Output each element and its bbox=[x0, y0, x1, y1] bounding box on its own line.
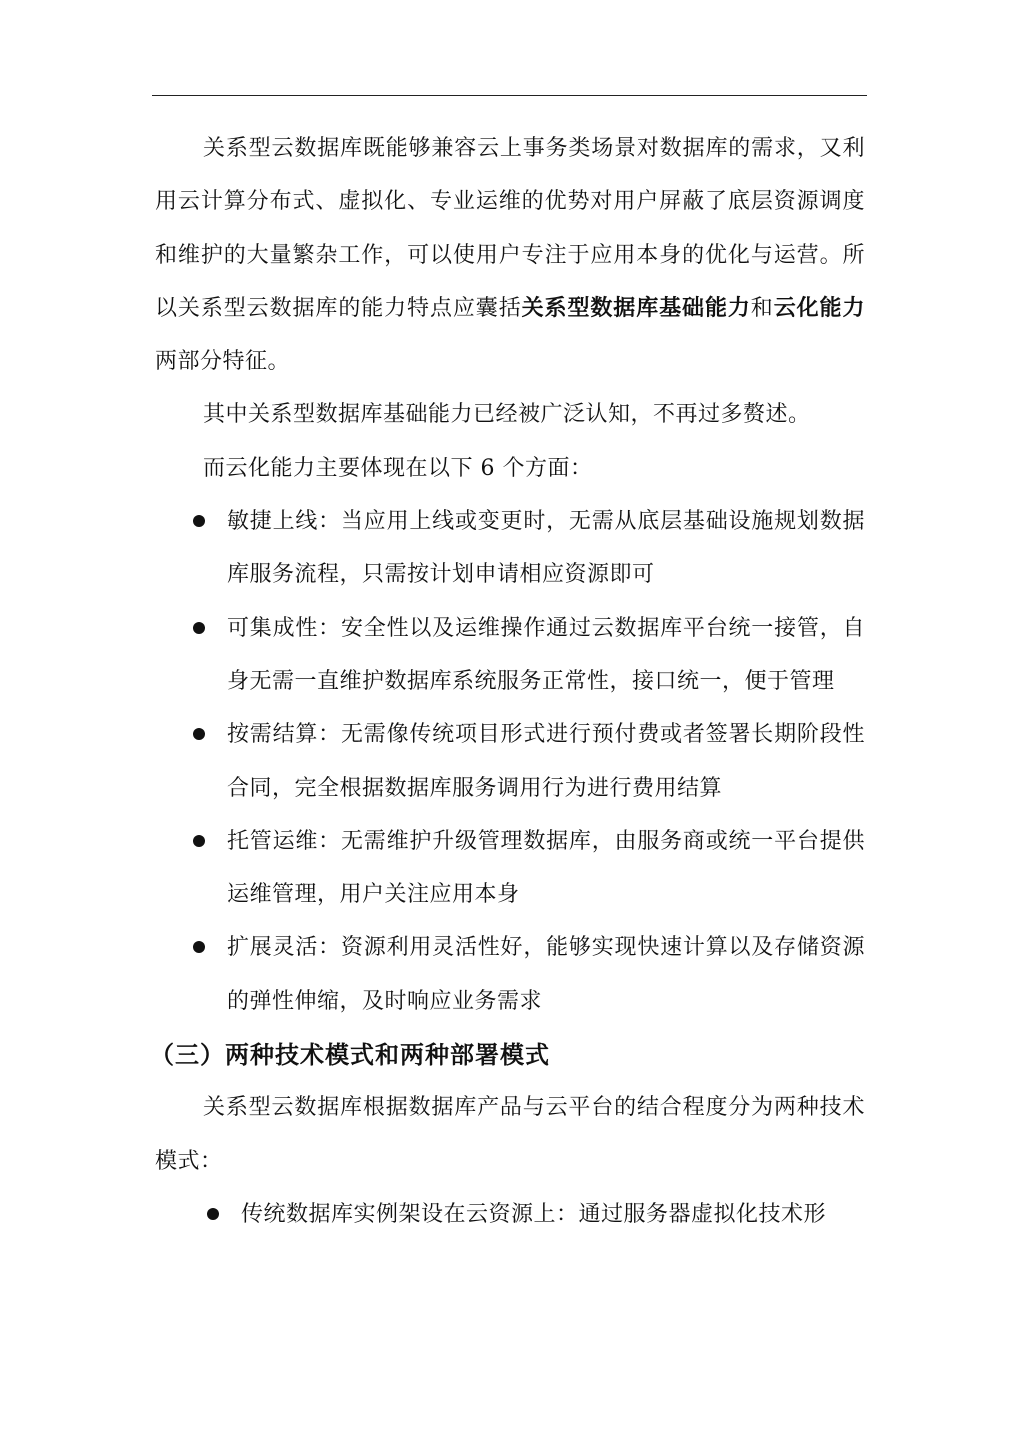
bullet-icon bbox=[193, 835, 205, 847]
intro-text-2: 和 bbox=[750, 295, 774, 321]
list-item-text: 扩展灵活：资源利用灵活性好，能够实现快速计算以及存储资源的弹性伸缩，及时响应业务需求 bbox=[227, 935, 865, 1014]
list-item-text: 传统数据库实例架设在云资源上：通过服务器虚拟化技术形 bbox=[241, 1201, 827, 1227]
list-item-text: 可集成性：安全性以及运维操作通过云数据库平台统一接管，自身无需一直维护数据库系统服务正常性，接口统一，便于管理 bbox=[227, 615, 865, 694]
list-item-text: 托管运维：无需维护升级管理数据库，由服务商或统一平台提供运维管理，用户关注应用本身 bbox=[227, 828, 865, 908]
bullet-icon bbox=[193, 515, 205, 527]
list-item bbox=[155, 495, 865, 602]
list-item bbox=[155, 708, 865, 815]
bullet-icon bbox=[193, 728, 205, 740]
technical-modes-list bbox=[155, 1188, 865, 1241]
technical-modes-intro: 关系型云数据库根据数据库产品与云平台的结合程度分为两种技术模式： bbox=[155, 1095, 865, 1174]
document-body bbox=[150, 122, 865, 1241]
bullet-icon bbox=[193, 941, 205, 953]
intro-text-1: 关系型云数据库既能够兼容云上事务类场景对数据库的需求，又利用云计算分布式、虚拟化、专业运维的优势对用户屏蔽了底层资源调度和维护的大量繁杂工作，可以使用户专注于应用本身的优化与运营。所以关系型云数据库的能力特点应囊括 bbox=[155, 136, 865, 321]
intro-bold-cloud-capability: 云化能力 bbox=[773, 294, 865, 321]
list-item bbox=[155, 815, 865, 922]
bullet-icon bbox=[193, 622, 205, 634]
basic-capability-paragraph: 其中关系型数据库基础能力已经被广泛认知，不再过多赘述。 bbox=[203, 402, 811, 428]
cloud-capability-list bbox=[155, 495, 865, 1028]
list-item-text: 敏捷上线：当应用上线或变更时，无需从底层基础设施规划数据库服务流程，只需按计划申请相应资源即可 bbox=[227, 509, 865, 588]
intro-paragraph bbox=[155, 122, 865, 388]
list-item bbox=[155, 921, 865, 1028]
list-item bbox=[155, 602, 865, 709]
cloud-capability-intro: 而云化能力主要体现在以下 6 个方面： bbox=[203, 455, 593, 481]
list-item-text: 按需结算：无需像传统项目形式进行预付费或者签署长期阶段性合同，完全根据数据库服务调用行为进行费用结算 bbox=[227, 722, 865, 801]
section-heading: （三）两种技术模式和两种部署模式 bbox=[150, 1040, 550, 1070]
list-item bbox=[155, 1188, 865, 1241]
intro-bold-basic-capability: 关系型数据库基础能力 bbox=[521, 294, 751, 321]
bullet-icon bbox=[207, 1208, 219, 1220]
header-rule bbox=[152, 95, 867, 96]
intro-text-3: 两部分特征。 bbox=[155, 349, 291, 375]
